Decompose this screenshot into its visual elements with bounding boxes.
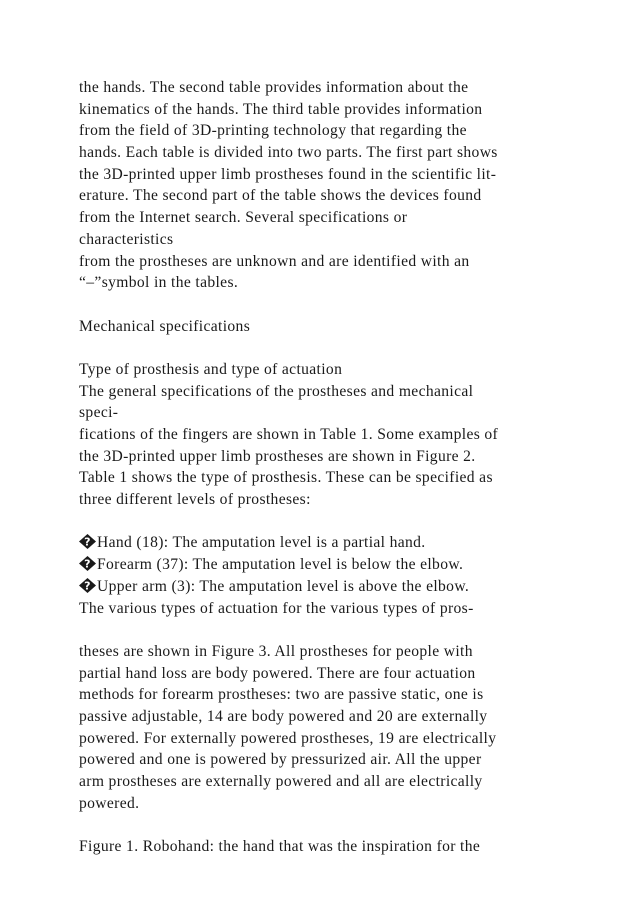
text-line: partial hand loss are body powered. There are four actuation [79, 664, 476, 682]
text-line: from the prostheses are unknown and are identified with an [79, 252, 470, 270]
text-line: hands. Each table is divided into two parts. The first part shows [79, 144, 498, 162]
svg-text:?: ? [84, 536, 91, 550]
replacement-character-icon [79, 578, 96, 593]
paragraph-gap [79, 814, 609, 836]
section-heading-mechanical: Mechanical specifications [79, 317, 251, 335]
bullet-item [79, 576, 609, 598]
bullet-item [79, 554, 609, 576]
text-line: methods for forearm prostheses: two are passive static, one is [79, 686, 484, 704]
text-line: three different levels of prostheses: [79, 491, 311, 509]
document-text [79, 77, 609, 858]
text-line: fications of the fingers are shown in Table 1. Some examples of [79, 426, 499, 443]
text-line: characteristics [79, 230, 174, 248]
paragraph-gap [79, 294, 609, 316]
replacement-character-icon [79, 534, 96, 549]
paragraph-gap [79, 511, 609, 533]
text-line: The general specifications of the prostheses and mechanical [79, 382, 474, 400]
text-line: Table 1 shows the type of prosthesis. These can be specified as [79, 469, 493, 487]
text-line: powered and one is powered by pressurized air. All the upper [79, 751, 482, 769]
text-line: from the Internet search. Several specifications or [79, 209, 408, 227]
text-line: from the field of 3D-printing technology that regarding the [79, 122, 467, 140]
bullet-text: Forearm (37): The amputation level is below the elbow. [97, 556, 464, 574]
replacement-character-icon [79, 556, 96, 571]
text-line: the 3D-printed upper limb prostheses found in the scientific lit- [79, 165, 497, 183]
text-line: kinematics of the hands. The third table provides information [79, 100, 483, 118]
bullet-text: Upper arm (3): The amputation level is above the elbow. [97, 577, 470, 595]
text-line: powered. For externally powered prostheses, 19 are electrically [79, 729, 497, 747]
svg-text:?: ? [84, 579, 91, 593]
text-line: the hands. The second table provides information about the [79, 79, 469, 96]
subsection-heading-type: Type of prosthesis and type of actuation [79, 360, 343, 378]
figure-caption: Figure 1. Robohand: the hand that was the inspiration for the [79, 838, 481, 856]
text-line: theses are shown in Figure 3. All prostheses for people with [79, 642, 473, 660]
bullet-text: Hand (18): The amputation level is a partial hand. [97, 534, 426, 552]
text-line: “–”symbol in the tables. [79, 274, 239, 292]
text-line: speci- [79, 404, 119, 422]
bullet-item [79, 532, 609, 554]
text-line: powered. [79, 794, 140, 812]
text-line: erature. The second part of the table shows the devices found [79, 187, 482, 205]
svg-text:?: ? [84, 557, 91, 571]
text-line: The various types of actuation for the various types of pros- [79, 599, 474, 617]
text-line: passive adjustable, 14 are body powered and 20 are externally [79, 707, 488, 725]
text-line: the 3D-printed upper limb prostheses are shown in Figure 2. [79, 447, 476, 465]
paragraph-gap [79, 619, 609, 641]
paragraph-gap [79, 337, 609, 359]
text-line: arm prostheses are externally powered and all are electrically [79, 773, 483, 790]
